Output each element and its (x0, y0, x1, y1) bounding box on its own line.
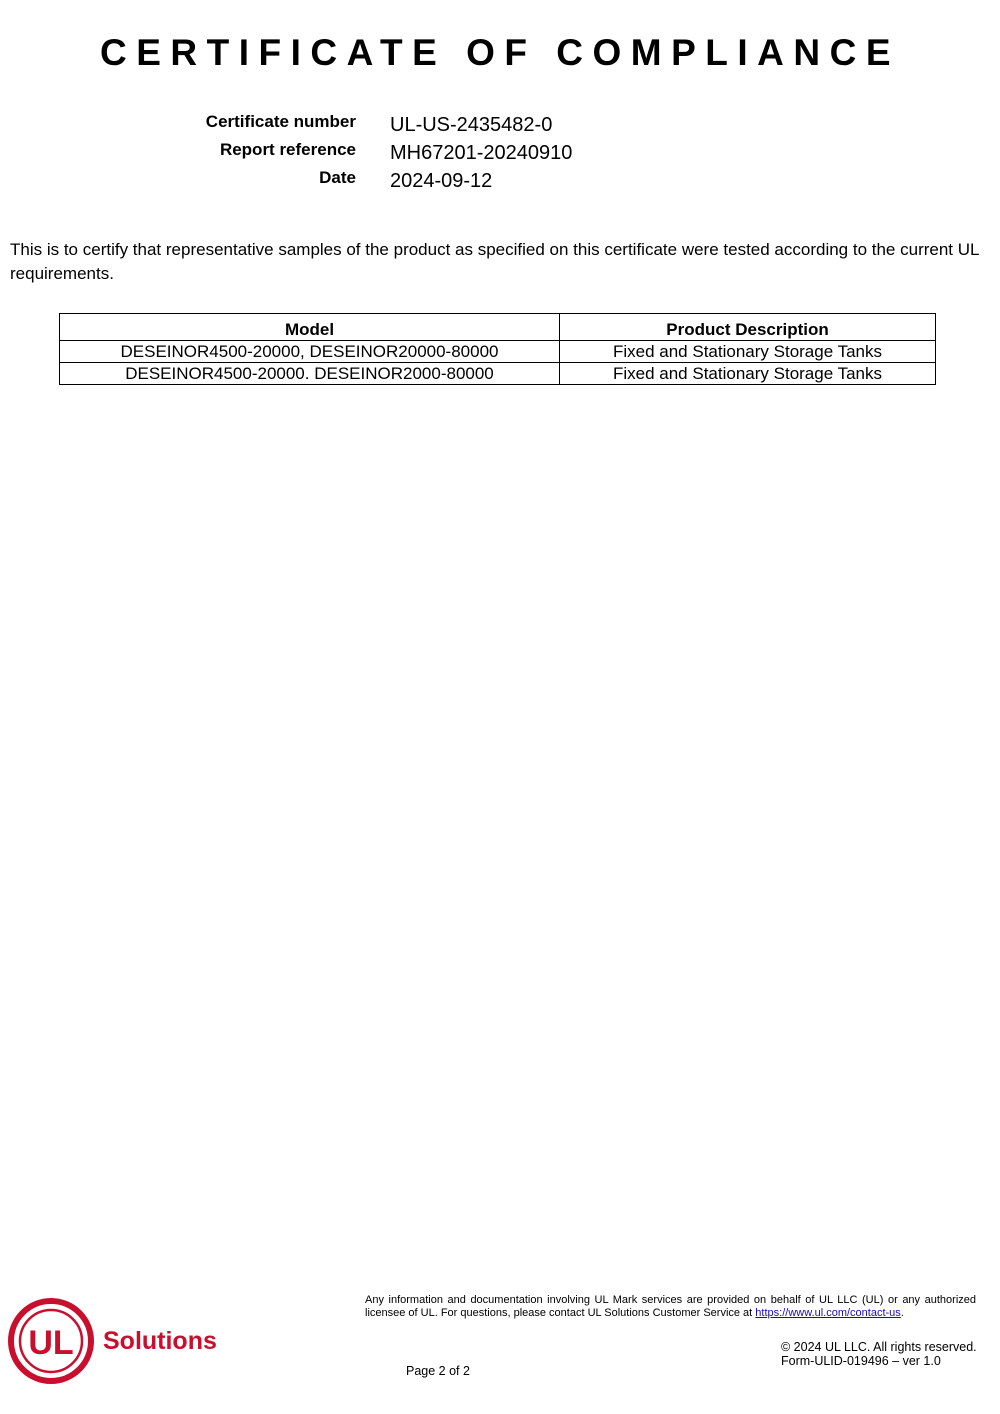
table-header-row (60, 314, 936, 341)
footer-notice-end: . (900, 1307, 904, 1319)
date-label: Date (319, 168, 356, 187)
certificate-number-label: Certificate number (205, 112, 356, 131)
page-number: Page 2 of 2 (406, 1364, 470, 1378)
model-cell: DESEINOR4500-20000, DESEINOR20000-80000 (60, 341, 560, 363)
product-description-cell: Fixed and Stationary Storage Tanks (560, 363, 936, 385)
ul-mark-icon (11, 1301, 91, 1381)
report-reference-value: MH67201-20240910 (390, 142, 573, 164)
products-table (59, 313, 936, 385)
table-row (60, 341, 936, 363)
column-header-product-description: Product Description (560, 314, 936, 341)
date-value: 2024-09-12 (390, 170, 493, 192)
ul-solutions-logo (8, 1298, 223, 1388)
footer-notice-text: Any information and documentation involving UL Mark services are provided on behalf of UL LLC (UL) or any authorized licensee of UL. For questions, please contact UL Solutions Customer Service at (365, 1294, 976, 1319)
contact-link[interactable]: https://www.ul.com/contact-us (755, 1307, 901, 1319)
report-reference-row (0, 138, 1000, 166)
report-reference-label: Report reference (219, 140, 356, 159)
ul-mark-text: UL (28, 1324, 74, 1362)
logo-wordmark: Solutions (103, 1327, 217, 1355)
certification-statement: This is to certify that representative samples of the product as specified on this certificate were tested according to the current UL requirements. (10, 240, 979, 283)
page-title: CERTIFICATE OF COMPLIANCE (99, 32, 900, 73)
product-description-cell: Fixed and Stationary Storage Tanks (560, 341, 936, 363)
column-header-model: Model (60, 314, 560, 341)
copyright-text: © 2024 UL LLC. All rights reserved. (781, 1340, 977, 1354)
certificate-number-value: UL-US-2435482-0 (390, 114, 553, 136)
footer-notice (365, 1294, 976, 1320)
model-cell: DESEINOR4500-20000. DESEINOR2000-80000 (60, 363, 560, 385)
certificate-number-row (0, 110, 1000, 138)
form-id: Form-ULID-019496 – ver 1.0 (781, 1354, 941, 1368)
certificate-details (0, 110, 1000, 194)
copyright-block (781, 1340, 977, 1368)
date-row (0, 166, 1000, 194)
table-row (60, 363, 936, 385)
